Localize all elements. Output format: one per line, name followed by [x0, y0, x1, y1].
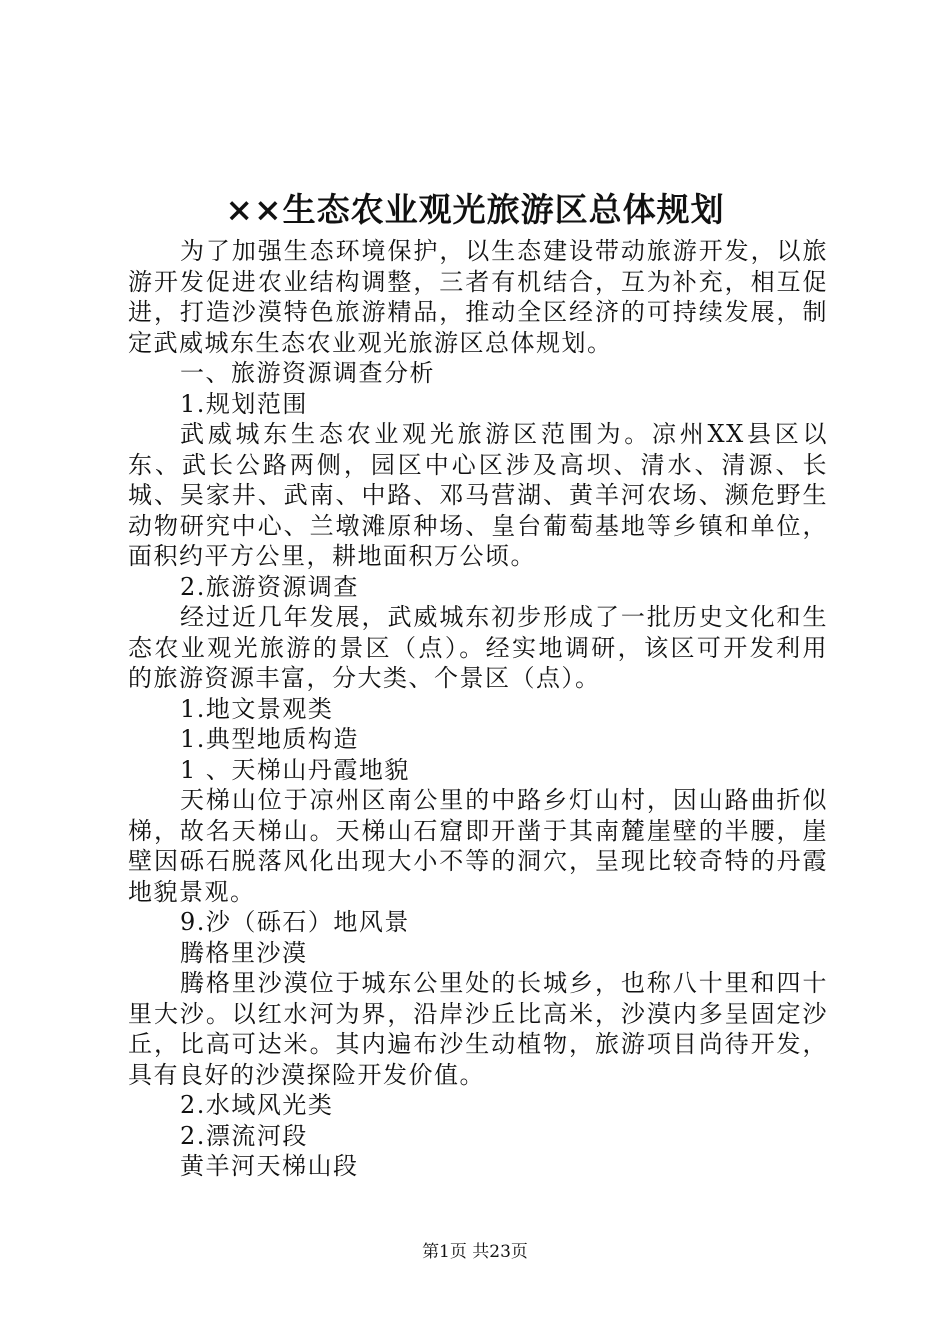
- paragraph-tianti: 天梯山位于凉州区南公里的中路乡灯山村，因山路曲折似梯，故名天梯山。天梯山石窟即开凿于其南麓崖壁的半腰，崖壁因砾石脱落风化出现大小不等的洞穴，呈现比较奇特的丹霞地貌景观。: [128, 786, 828, 906]
- document-title: ××生态农业观光旅游区总体规划: [225, 190, 725, 229]
- subsection-heading: 黄羊河天梯山段: [180, 1152, 359, 1180]
- subsection-heading: 1.地文景观类: [180, 694, 334, 723]
- subsection-heading: 腾格里沙漠: [180, 938, 308, 967]
- section-heading: 一、旅游资源调查分析: [180, 359, 435, 387]
- subsection-heading: 1 、天梯山丹霞地貌: [180, 755, 410, 784]
- paragraph-intro: 为了加强生态环境保护，以生态建设带动旅游开发，以旅游开发促进农业结构调整，三者有机结合，互为补充，相互促进，打造沙漠特色旅游精品，推动全区经济的可持续发展，制定武威城东生态农业观光旅游区总体规划。: [128, 237, 828, 357]
- paragraph-tengger: 腾格里沙漠位于城东公里处的长城乡，也称八十里和四十里大沙。以红水河为界，沿岸沙丘比高米，沙漠内多呈固定沙丘，比高可达米。其内遍布沙生动植物，旅游项目尚待开发，具有良好的沙漠探险开发价值。: [128, 969, 828, 1089]
- subsection-heading: 9.沙（砾石）地风景: [180, 908, 410, 936]
- paragraph-survey: 经过近几年发展，武威城东初步形成了一批历史文化和生态农业观光旅游的景区（点）。经实地调研，该区可开发利用的旅游资源丰富，分大类、个景区（点）。: [128, 603, 828, 692]
- subsection-heading: 2.漂流河段: [180, 1121, 308, 1150]
- subsection-heading: 2.旅游资源调查: [180, 572, 359, 601]
- paragraph-scope: 武威城东生态农业观光旅游区范围为。凉州XX县区以东、武长公路两侧，园区中心区涉及高坝、清水、清源、长城、吴家井、武南、中路、邓马营湖、黄羊河农场、濒危野生动物研究中心、兰墩滩原种场、皇台葡萄基地等乡镇和单位，面积约平方公里，耕地面积万公顷。: [128, 420, 828, 570]
- subsection-heading: 1.规划范围: [180, 389, 308, 418]
- page-number: 第1页 共23页: [422, 1242, 528, 1262]
- subsection-heading: 1.典型地质构造: [180, 725, 359, 753]
- document-body: [128, 236, 828, 1182]
- subsection-heading: 2.水域风光类: [180, 1091, 334, 1119]
